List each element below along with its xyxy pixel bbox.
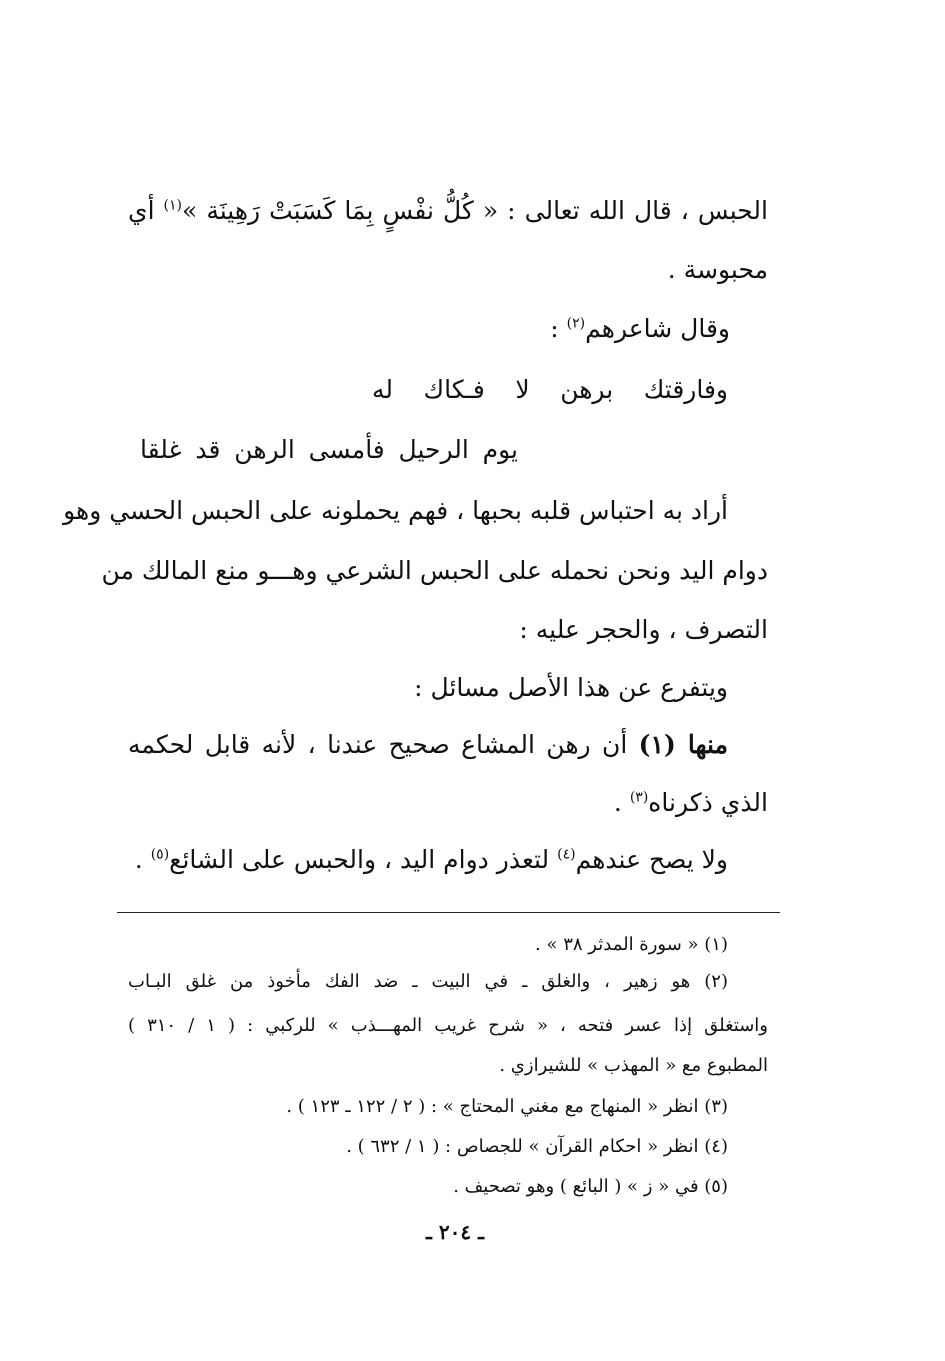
footnote-1 bbox=[535, 931, 728, 959]
body-text: . bbox=[613, 788, 622, 817]
body-text: الحبس ، قال الله تعالى : « كُلُّ نفْسٍ بِمَا كَسَبَتْ رَهِينَة » bbox=[182, 196, 768, 225]
footnote-text: المطبوع مع « المهذب » للشيرازي . bbox=[499, 1055, 768, 1076]
body-text: دوام اليد ونحن نحمله على الحبس الشرعي وهـــو منع المالك من bbox=[101, 556, 768, 585]
footnote-ref: (٣) bbox=[629, 789, 649, 806]
footnote-2-line-3 bbox=[499, 1052, 768, 1080]
body-text: . bbox=[134, 845, 143, 874]
body-line-8 bbox=[519, 612, 768, 648]
page-number: ـ ٢٠٤ ـ bbox=[426, 1220, 484, 1244]
footnote-text: (٥) في « ز » ( البائع ) وهو تصحيف . bbox=[453, 1176, 728, 1197]
footnote-text: (٣) انظر « المنهاج مع مغني المحتاج » : ( ٢ / ١٢٢ ـ ١٢٣ ) . bbox=[286, 1096, 728, 1117]
body-text: أن رهن المشاع صحيح عندنا ، لأنه قابل لحكمه bbox=[128, 730, 628, 759]
body-text: لتعذر دوام اليد ، والحبس على الشائع bbox=[169, 845, 550, 874]
verse-line-1 bbox=[372, 372, 728, 408]
verse-line-2 bbox=[140, 432, 518, 468]
footnote-text: واستغلق إذا عسر فتحه ، « شرح غريب المهـــذب » للركبي : ( ١ / ٣١٠ ) bbox=[128, 1015, 768, 1036]
body-line-7 bbox=[101, 553, 768, 589]
footnote-ref: (٢) bbox=[566, 315, 586, 332]
body-line-1 bbox=[128, 193, 768, 229]
body-line-10 bbox=[128, 727, 728, 763]
verse-text: يوم الرحيل فأمسى الرهن قد غلقا bbox=[140, 435, 518, 464]
footnote-ref: (٥) bbox=[150, 846, 170, 863]
body-text: محبوسة . bbox=[667, 255, 768, 284]
footnote-ref: (٤) bbox=[557, 846, 576, 863]
body-line-9 bbox=[414, 670, 728, 706]
footnote-ref: (١) bbox=[163, 197, 183, 214]
footnote-4 bbox=[346, 1133, 728, 1161]
footnote-2-line-2 bbox=[128, 1012, 768, 1040]
footnote-3 bbox=[286, 1093, 728, 1121]
body-line-2 bbox=[668, 252, 768, 288]
body-text: ويتفرع عن هذا الأصل مسائل : bbox=[414, 673, 728, 702]
footnote-text: (٢) هو زهير ، والغلق ـ في البيت ـ ضد الفك مأخوذ من غلق البـاب bbox=[128, 971, 728, 992]
verse-text: وفارقتك برهن لا فـكاك له bbox=[372, 375, 728, 404]
body-line-3 bbox=[550, 311, 730, 347]
issue-label: منها (١) bbox=[638, 730, 728, 759]
body-text: ولا يصح عندهم bbox=[575, 845, 728, 874]
body-text: الذي ذكرناه bbox=[648, 788, 768, 817]
body-line-11 bbox=[614, 785, 768, 821]
footnote-text: (١) « سورة المدثر ٣٨ » . bbox=[535, 934, 728, 955]
body-text: أي bbox=[128, 196, 155, 225]
body-text: : bbox=[550, 314, 559, 343]
body-line-6 bbox=[63, 493, 728, 529]
footnote-text: (٤) انظر « احكام القرآن » للجصاص : ( ١ / ٦٣٢ ) . bbox=[346, 1136, 728, 1157]
body-text: وقال شاعرهم bbox=[585, 314, 730, 343]
body-text: أراد به احتباس قلبه بحبها ، فهم يحملونه على الحبس الحسي وهو bbox=[63, 496, 728, 525]
body-line-12 bbox=[135, 842, 728, 878]
footnote-5 bbox=[453, 1173, 728, 1201]
footnote-divider bbox=[117, 912, 780, 913]
footnote-2-line-1 bbox=[128, 968, 728, 996]
body-text: التصرف ، والحجر عليه : bbox=[519, 615, 768, 644]
